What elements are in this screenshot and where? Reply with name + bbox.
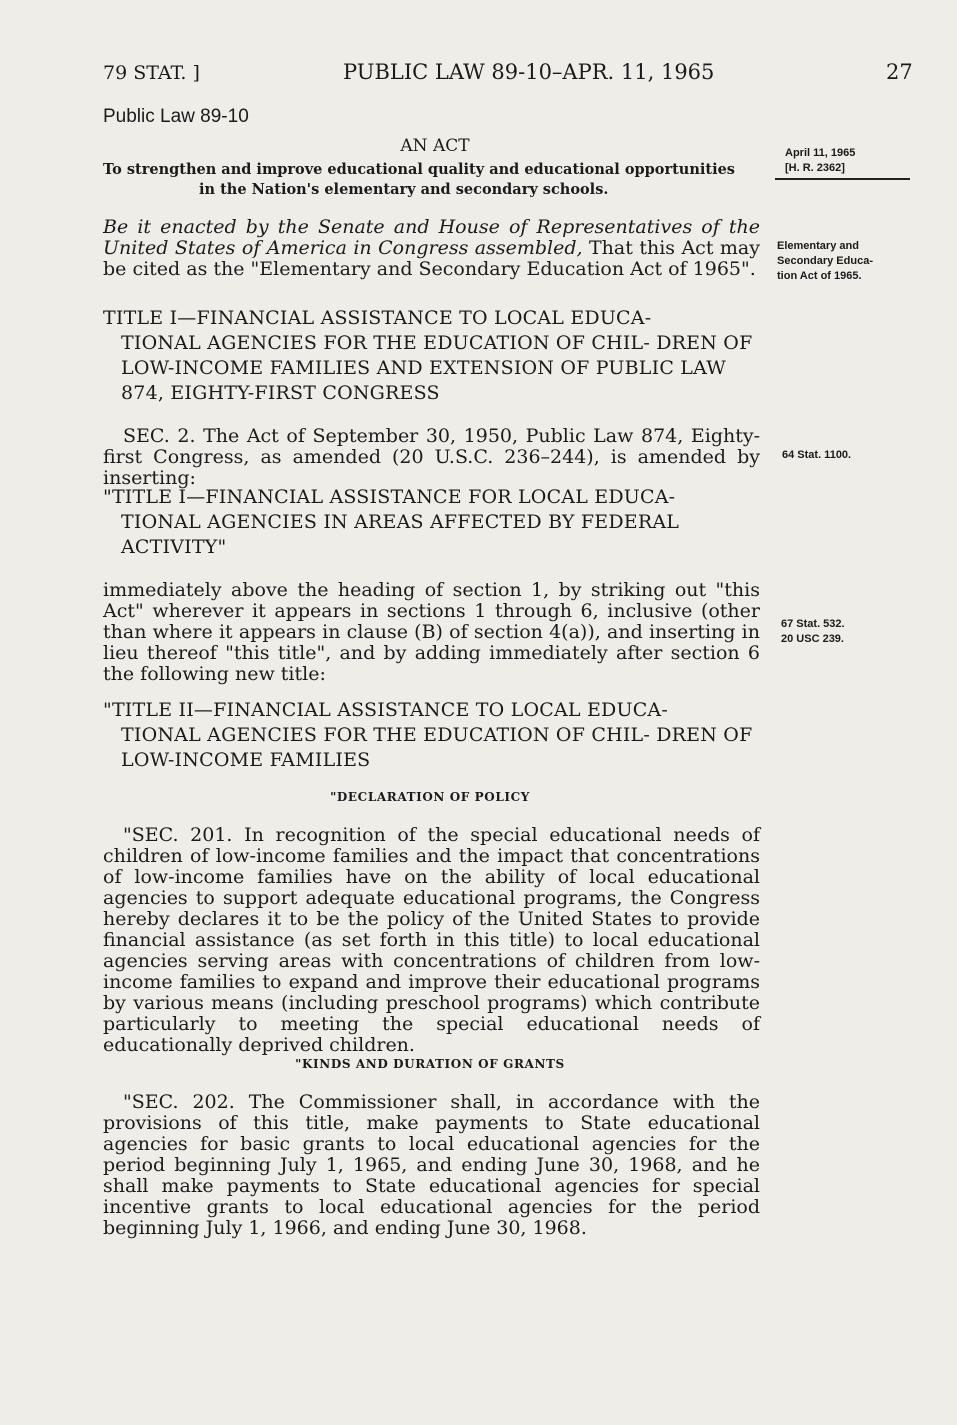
section-label: SEC. 2. xyxy=(123,425,196,447)
margin-note-date xyxy=(785,146,855,176)
section-201 xyxy=(103,825,760,1056)
margin-note-line: 67 Stat. 532. xyxy=(781,618,845,630)
title-heading-continuation: TIONAL AGENCIES IN AREAS AFFECTED BY FEDERAL ACTIVITY" xyxy=(121,511,680,558)
section-202 xyxy=(103,1092,760,1239)
running-header: PUBLIC LAW 89-10–APR. 11, 1965 xyxy=(343,60,715,84)
volume-reference: 79 STAT. ] xyxy=(103,62,200,84)
title-heading-first-line: TITLE I—FINANCIAL ASSISTANCE TO LOCAL EDUCA- xyxy=(103,307,652,329)
enacting-formula: Be it enacted by the Senate and House of Representatives of the United States of America in Congress assembled, xyxy=(103,216,760,259)
long-title-line-1: To strengthen and improve educational quality and educational opportunities xyxy=(103,161,735,178)
section-text: In recognition of the special educational needs of children of low-income families and the impact that concentrations of low-income families have on the ability of local educational agencies to support adequate educational programs, the Congress hereby declares it to be the policy of the United States to provide financial assistance (as set forth in this title) to local educational agencies serving areas with concentrations of children from low-income families to expand and improve their educational programs by various means (including preschool programs) which contribute particularly to meeting the special educational needs of educationally deprived children. xyxy=(103,824,760,1056)
title-heading-continuation: TIONAL AGENCIES FOR THE EDUCATION OF CHIL- DREN OF LOW-INCOME FAMILIES AND EXTENSION OF PUBLIC LAW 874, EIGHTY-FIRST CONGRESS xyxy=(121,332,753,404)
margin-note-line: tion Act of 1965. xyxy=(777,270,862,282)
margin-note-stat-67 xyxy=(781,617,845,647)
section-2 xyxy=(103,426,760,489)
section-label: "SEC. 201. xyxy=(123,824,233,846)
title-ii-quoted-heading xyxy=(103,698,760,773)
section-label: "SEC. 202. xyxy=(123,1091,235,1113)
page-number: 27 xyxy=(886,60,913,84)
title-i-heading xyxy=(103,306,760,406)
title-heading-continuation: TIONAL AGENCIES FOR THE EDUCATION OF CHIL- DREN OF LOW-INCOME FAMILIES xyxy=(121,724,753,771)
margin-note-stat-64: 64 Stat. 1100. xyxy=(782,449,852,461)
margin-note-line: 20 USC 239. xyxy=(781,633,844,645)
title-heading-first-line: "TITLE I—FINANCIAL ASSISTANCE FOR LOCAL EDUCA- xyxy=(103,486,676,508)
title-i-quoted-heading xyxy=(103,485,760,560)
margin-note-line: Elementary and xyxy=(777,240,859,252)
public-law-number: Public Law 89-10 xyxy=(103,106,249,127)
approval-date: April 11, 1965 xyxy=(785,147,856,159)
declaration-of-policy-heading: "DECLARATION OF POLICY xyxy=(330,790,530,804)
an-act-heading: AN ACT xyxy=(400,136,470,156)
long-title-line-2: in the Nation's elementary and secondary schools. xyxy=(199,181,609,198)
amendment-instructions: immediately above the heading of section 1, by striking out "this Act" wherever it appears in sections 1 through 6, inclusive (other than where it appears in clause (B) of section 4(a)), and inserting in lieu thereof "this title", and by adding immediately after section 6 the following new title: xyxy=(103,579,760,685)
enacting-clause xyxy=(103,217,760,280)
section-text: The Commissioner shall, in accordance with the provisions of this title, make payments to State educational agencies for basic grants to local educational agencies for the period beginning July 1, 1965, and ending June 30, 1968, and he shall make payments to State educational agencies for special incentive grants to local educational agencies for the period beginning July 1, 1966, and ending June 30, 1968. xyxy=(103,1091,760,1239)
section-text: The Act of September 30, 1950, Public Law 874, Eighty-first Congress, as amended (20 U.S.C. 236–244), is amended by inserting: xyxy=(103,425,761,489)
kinds-and-duration-heading: "KINDS AND DURATION OF GRANTS xyxy=(295,1057,565,1071)
short-title-text: That this Act may be cited as the "Elementary and Secondary Education Act of 1965". xyxy=(103,237,760,280)
margin-note-line: Secondary Educa- xyxy=(777,255,873,267)
long-title xyxy=(103,160,763,200)
title-heading-first-line: "TITLE II—FINANCIAL ASSISTANCE TO LOCAL EDUCA- xyxy=(103,699,668,721)
margin-divider xyxy=(775,178,910,180)
bill-number: [H. R. 2362] xyxy=(785,162,845,174)
margin-note-short-title xyxy=(777,239,902,284)
